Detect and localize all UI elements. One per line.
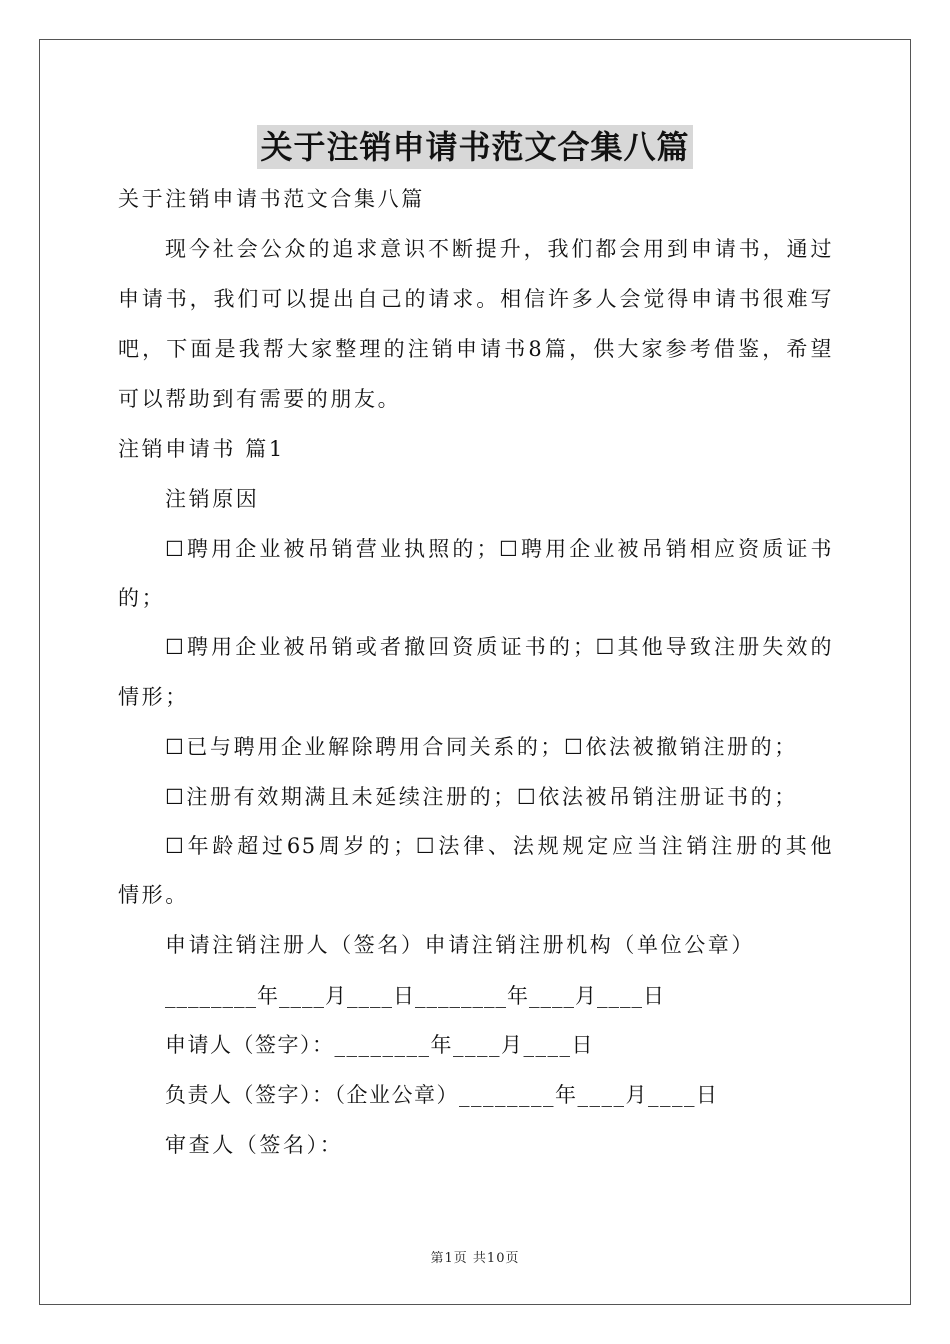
reason-line-1: ☐聘用企业被吊销营业执照的；☐聘用企业被吊销相应资质证书 (165, 537, 833, 561)
document-title: 关于注销申请书范文合集八篇 (257, 125, 692, 169)
title-container (0, 125, 950, 169)
document-subtitle: 关于注销申请书范文合集八篇 (118, 187, 425, 211)
intro-line-1: 现今社会公众的追求意识不断提升，我们都会用到申请书，通过 (165, 237, 833, 261)
page-number: 第1页 共10页 (430, 1251, 520, 1266)
reason-line-3: ☐聘用企业被吊销或者撤回资质证书的；☐其他导致注册失效的 (165, 635, 833, 659)
reason-line-5: ☐已与聘用企业解除聘用合同关系的；☐依法被撤销注册的； (165, 735, 798, 759)
signature-line-1: 申请注销注册人（签名）申请注销注册机构（单位公章） (165, 933, 755, 957)
reason-heading: 注销原因 (165, 487, 260, 511)
section-heading: 注销申请书 篇1 (118, 437, 285, 461)
intro-line-4: 可以帮助到有需要的朋友。 (118, 387, 402, 411)
signature-line-3: 申请人（签字）：________年____月____日 (165, 1033, 594, 1057)
intro-line-3: 吧，下面是我帮大家整理的注销申请书8篇，供大家参考借鉴，希望 (118, 337, 833, 361)
intro-line-2: 申请书，我们可以提出自己的请求。相信许多人会觉得申请书很难写 (118, 287, 833, 311)
reason-line-8: 情形。 (118, 883, 189, 907)
reason-line-4: 情形； (118, 685, 189, 709)
reason-line-7: ☐年龄超过65周岁的；☐法律、法规规定应当注销注册的其他 (165, 834, 833, 858)
signature-line-4: 负责人（签字）：（企业公章）________年____月____日 (165, 1083, 719, 1107)
reason-line-6: ☐注册有效期满且未延续注册的；☐依法被吊销注册证书的； (165, 785, 798, 809)
page-border (39, 39, 911, 1305)
signature-line-5: 审查人（签名）： (165, 1133, 344, 1157)
signature-line-2: ________年____月____日________年____月____日 (165, 984, 665, 1008)
reason-line-2: 的； (118, 586, 166, 610)
